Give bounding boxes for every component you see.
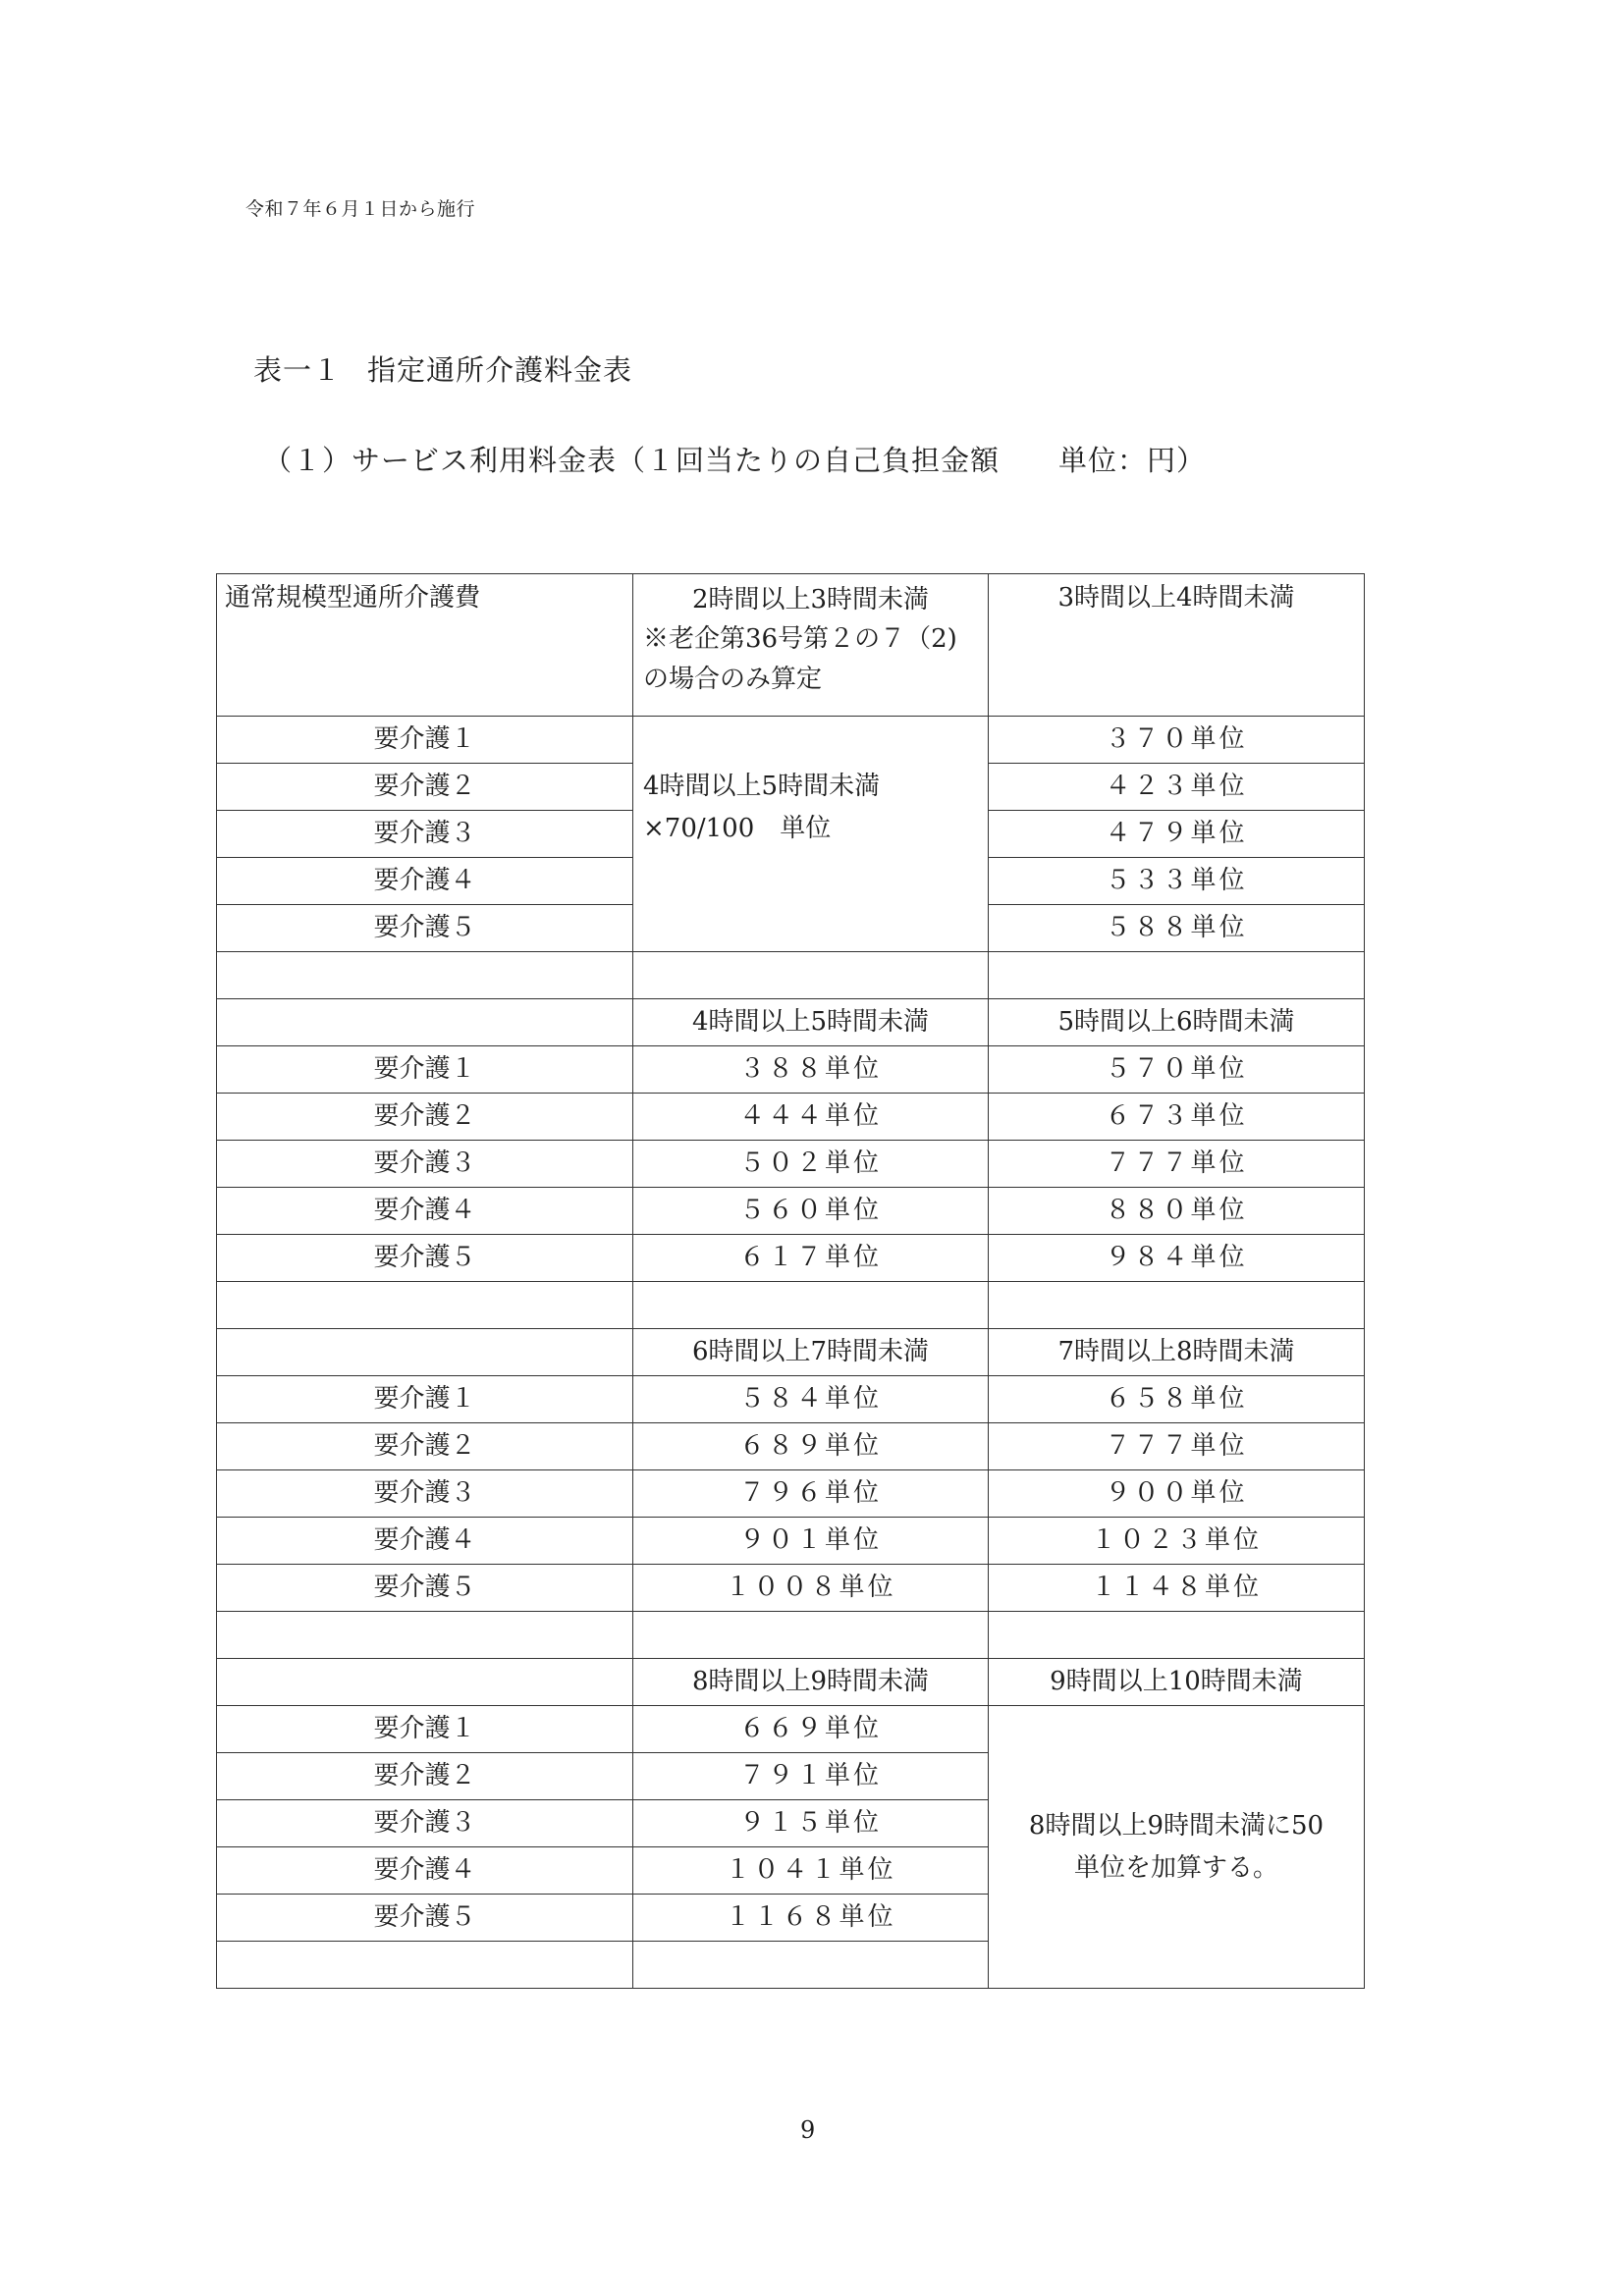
fee-value: ７９１単位: [633, 1753, 989, 1800]
care-level: 要介護３: [217, 1800, 633, 1847]
fee-value: ６８９単位: [633, 1423, 989, 1470]
fee-value: １００８単位: [633, 1565, 989, 1612]
fee-value: ９１５単位: [633, 1800, 989, 1847]
fee-value: ６６９単位: [633, 1706, 989, 1753]
col-header-6-7h: 6時間以上7時間未満: [633, 1329, 989, 1376]
col-header-2-3h: [633, 574, 989, 717]
care-level: 要介護５: [217, 1895, 633, 1942]
empty-cell: [633, 952, 989, 999]
col-header-note-line: ※老企第36号第２の７（2): [643, 624, 957, 655]
empty-cell: [217, 1612, 633, 1659]
merged-note-line: 単位を加算する。: [1073, 1852, 1278, 1883]
empty-cell: [217, 1329, 633, 1376]
empty-cell: [217, 1942, 633, 1989]
care-level: 要介護１: [217, 717, 633, 764]
table-row: [217, 1141, 1365, 1188]
effective-date: 令和７年６月１日から施行: [245, 198, 476, 220]
service-type-label: 通常規模型通所介護費: [217, 574, 633, 717]
fee-value: １１４８単位: [989, 1565, 1365, 1612]
fee-value: ５６０単位: [633, 1188, 989, 1235]
care-level: 要介護３: [217, 1470, 633, 1518]
care-level: 要介護３: [217, 1141, 633, 1188]
fee-value: ９８４単位: [989, 1235, 1365, 1282]
fee-value: ６７３単位: [989, 1094, 1365, 1141]
care-level: 要介護５: [217, 1235, 633, 1282]
fee-value: ６５８単位: [989, 1376, 1365, 1423]
merged-note-line: 8時間以上9時間未満に50: [1028, 1810, 1325, 1841]
care-level: 要介護５: [217, 905, 633, 952]
care-level: 要介護２: [217, 764, 633, 811]
col-header-5-6h: 5時間以上6時間未満: [989, 999, 1365, 1046]
table-row: [217, 1046, 1365, 1094]
care-level: 要介護３: [217, 811, 633, 858]
empty-cell: [217, 952, 633, 999]
table-row: [217, 1565, 1365, 1612]
table-row: [217, 1470, 1365, 1518]
table-row: [217, 717, 1365, 764]
care-level: 要介護４: [217, 1847, 633, 1895]
merged-addition-note: [989, 1706, 1365, 1989]
fee-value: ５７０単位: [989, 1046, 1365, 1094]
col-header-3-4h: 3時間以上4時間未満: [989, 574, 1365, 717]
fee-value: ９０１単位: [633, 1518, 989, 1565]
spacer-row: [217, 1612, 1365, 1659]
table-title: [253, 348, 632, 389]
section-header-row: [217, 999, 1365, 1046]
fee-value: ５０２単位: [633, 1141, 989, 1188]
fee-value: ６１７単位: [633, 1235, 989, 1282]
fee-value: ５８８単位: [989, 905, 1365, 952]
empty-cell: [217, 1659, 633, 1706]
fee-value: ４２３単位: [989, 764, 1365, 811]
fee-value: １０４１単位: [633, 1847, 989, 1895]
table-title-text: 指定通所介護料金表: [367, 353, 633, 387]
subtitle-text: （１）サービス利用料金表（１回当たりの自己負担金額: [263, 444, 1001, 477]
table-row: [217, 1518, 1365, 1565]
fee-value: ７７７単位: [989, 1423, 1365, 1470]
care-level: 要介護５: [217, 1565, 633, 1612]
empty-cell: [989, 1612, 1365, 1659]
col-header-4-5h: 4時間以上5時間未満: [633, 999, 989, 1046]
table-number: 表一１: [253, 353, 343, 387]
empty-cell: [633, 1942, 989, 1989]
col-header-7-8h: 7時間以上8時間未満: [989, 1329, 1365, 1376]
care-level: 要介護１: [217, 1376, 633, 1423]
empty-cell: [217, 999, 633, 1046]
empty-cell: [633, 1282, 989, 1329]
fee-value: １１６８単位: [633, 1895, 989, 1942]
subtitle-unit: 単位：円）: [1058, 444, 1207, 477]
table-row: [217, 1423, 1365, 1470]
table-row: [217, 1188, 1365, 1235]
care-level: 要介護２: [217, 1753, 633, 1800]
care-level: 要介護４: [217, 1188, 633, 1235]
fee-value: ７９６単位: [633, 1470, 989, 1518]
table-row: [217, 1235, 1365, 1282]
fee-value: １０２３単位: [989, 1518, 1365, 1565]
table-row: [217, 1706, 1365, 1753]
care-level: 要介護４: [217, 1518, 633, 1565]
care-level: 要介護２: [217, 1423, 633, 1470]
fee-value: ４４４単位: [633, 1094, 989, 1141]
table-row: [217, 1376, 1365, 1423]
fee-value: ９００単位: [989, 1470, 1365, 1518]
section-header-row: [217, 1659, 1365, 1706]
col-header-9-10h: 9時間以上10時間未満: [989, 1659, 1365, 1706]
merged-calc-note: [633, 717, 989, 952]
empty-cell: [989, 952, 1365, 999]
fee-table-subtitle: [263, 439, 1206, 479]
spacer-row: [217, 952, 1365, 999]
fee-value: ５８４単位: [633, 1376, 989, 1423]
spacer-row: [217, 1282, 1365, 1329]
empty-cell: [633, 1612, 989, 1659]
fee-value: ８８０単位: [989, 1188, 1365, 1235]
empty-cell: [217, 1282, 633, 1329]
table-header-row: [217, 574, 1365, 717]
section-header-row: [217, 1329, 1365, 1376]
fee-value: ７７７単位: [989, 1141, 1365, 1188]
merged-note-line: 4時間以上5時間未満: [643, 772, 881, 801]
fee-value: ３８８単位: [633, 1046, 989, 1094]
care-level: 要介護２: [217, 1094, 633, 1141]
fee-value: ５３３単位: [989, 858, 1365, 905]
fee-value: ３７０単位: [989, 717, 1365, 764]
care-level: 要介護１: [217, 1046, 633, 1094]
care-level: 要介護４: [217, 858, 633, 905]
empty-cell: [989, 1282, 1365, 1329]
col-header-8-9h: 8時間以上9時間未満: [633, 1659, 989, 1706]
merged-note-line: ×70/100 単位: [643, 813, 832, 843]
col-header-note-line: の場合のみ算定: [643, 664, 823, 694]
fee-table: [216, 573, 1365, 1989]
page-number: 9: [800, 2116, 816, 2144]
fee-value: ４７９単位: [989, 811, 1365, 858]
care-level: 要介護１: [217, 1706, 633, 1753]
table-row: [217, 1094, 1365, 1141]
col-header-text: 2時間以上3時間未満: [691, 585, 930, 614]
